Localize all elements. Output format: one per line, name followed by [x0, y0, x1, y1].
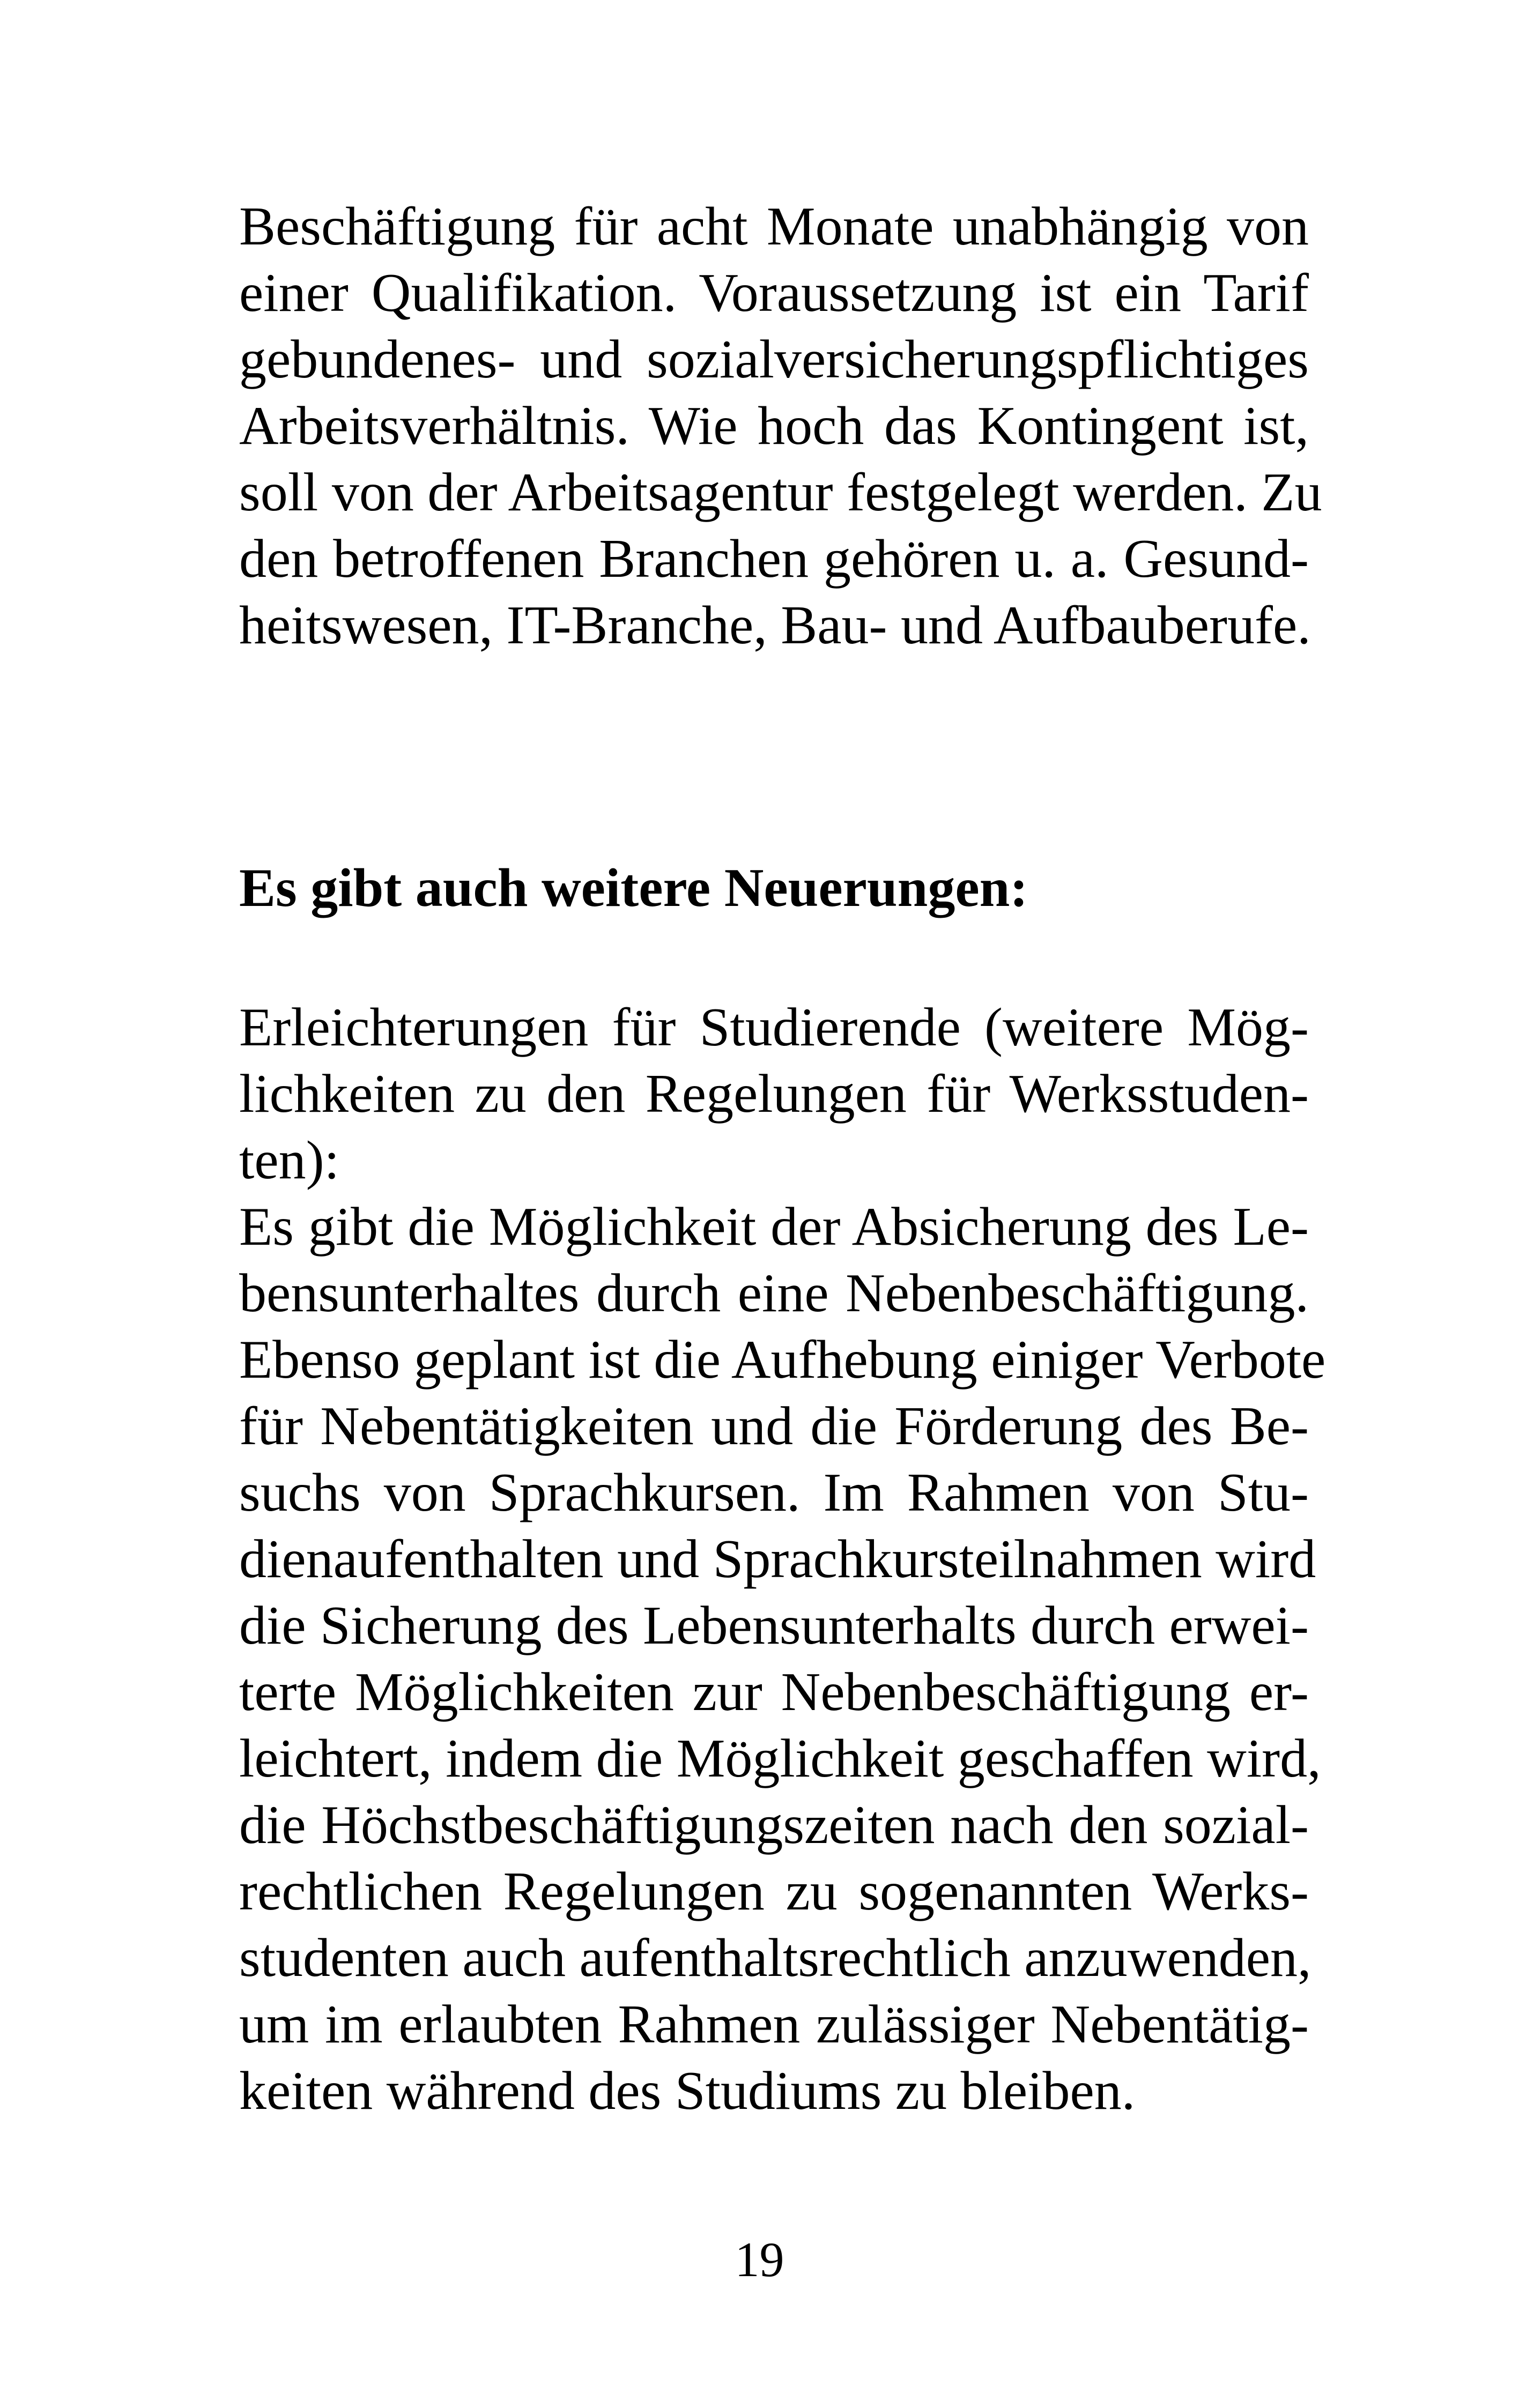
text-line: dienaufenthalten und Sprachkursteilnahmen wird: [239, 1529, 1316, 1589]
text-line: die Sicherung des Lebensunterhalts durch erwei-: [239, 1595, 1309, 1656]
text-line: studenten auch aufenthaltsrechtlich anzuwenden,: [239, 1928, 1311, 1988]
text-line: die Höchstbeschäftigungszeiten nach den sozial-: [239, 1795, 1309, 1855]
text-line: gebundenes- und sozialversicherungspflichtiges: [239, 329, 1309, 390]
text-line: suchs von Sprachkursen. Im Rahmen von Stu-: [239, 1462, 1309, 1523]
text-line: terte Möglichkeiten zur Nebenbeschäftigung er-: [239, 1662, 1309, 1722]
paragraph-employment-conditions: [239, 194, 1322, 659]
text-line: heitswesen, IT-Branche, Bau- und Aufbauberufe.: [239, 595, 1311, 656]
text-line: Arbeitsverhältnis. Wie hoch das Kontingent ist,: [239, 396, 1309, 456]
text-line: um im erlaubten Rahmen zulässiger Nebentätig-: [239, 1994, 1309, 2055]
paragraph-student-relief: [239, 994, 1309, 1194]
text-line: lichkeiten zu den Regelungen für Werksstuden-: [239, 1064, 1309, 1124]
text-line: für Nebentätigkeiten und die Förderung des Be-: [239, 1396, 1309, 1456]
paragraph-side-employment: [239, 1194, 1326, 2124]
page-number: 19: [735, 2232, 784, 2287]
text-line: keiten während des Studiums zu bleiben.: [239, 2061, 1136, 2121]
text-line: Es gibt die Möglichkeit der Absicherung des Le-: [239, 1196, 1309, 1257]
text-line: soll von der Arbeitsagentur festgelegt werden. Zu: [239, 462, 1322, 523]
text-line: einer Qualifikation. Voraussetzung ist ein Tarif: [239, 263, 1309, 323]
text-line: bensunterhaltes durch eine Nebenbeschäftigung.: [239, 1263, 1309, 1324]
text-line: leichtert, indem die Möglichkeit geschaffen wird,: [239, 1728, 1321, 1789]
text-line: Ebenso geplant ist die Aufhebung einiger Verbote: [239, 1329, 1326, 1390]
text-line: Beschäftigung für acht Monate unabhängig von: [239, 196, 1309, 257]
text-line: den betroffenen Branchen gehören u. a. Gesund-: [239, 529, 1309, 589]
section-heading: Es gibt auch weitere Neuerungen:: [239, 858, 1028, 918]
text-line: rechtlichen Regelungen zu sogenannten Werks-: [239, 1861, 1309, 1922]
text-line: Erleichterungen für Studierende (weitere Mög-: [239, 997, 1309, 1058]
text-line: ten):: [239, 1130, 339, 1191]
